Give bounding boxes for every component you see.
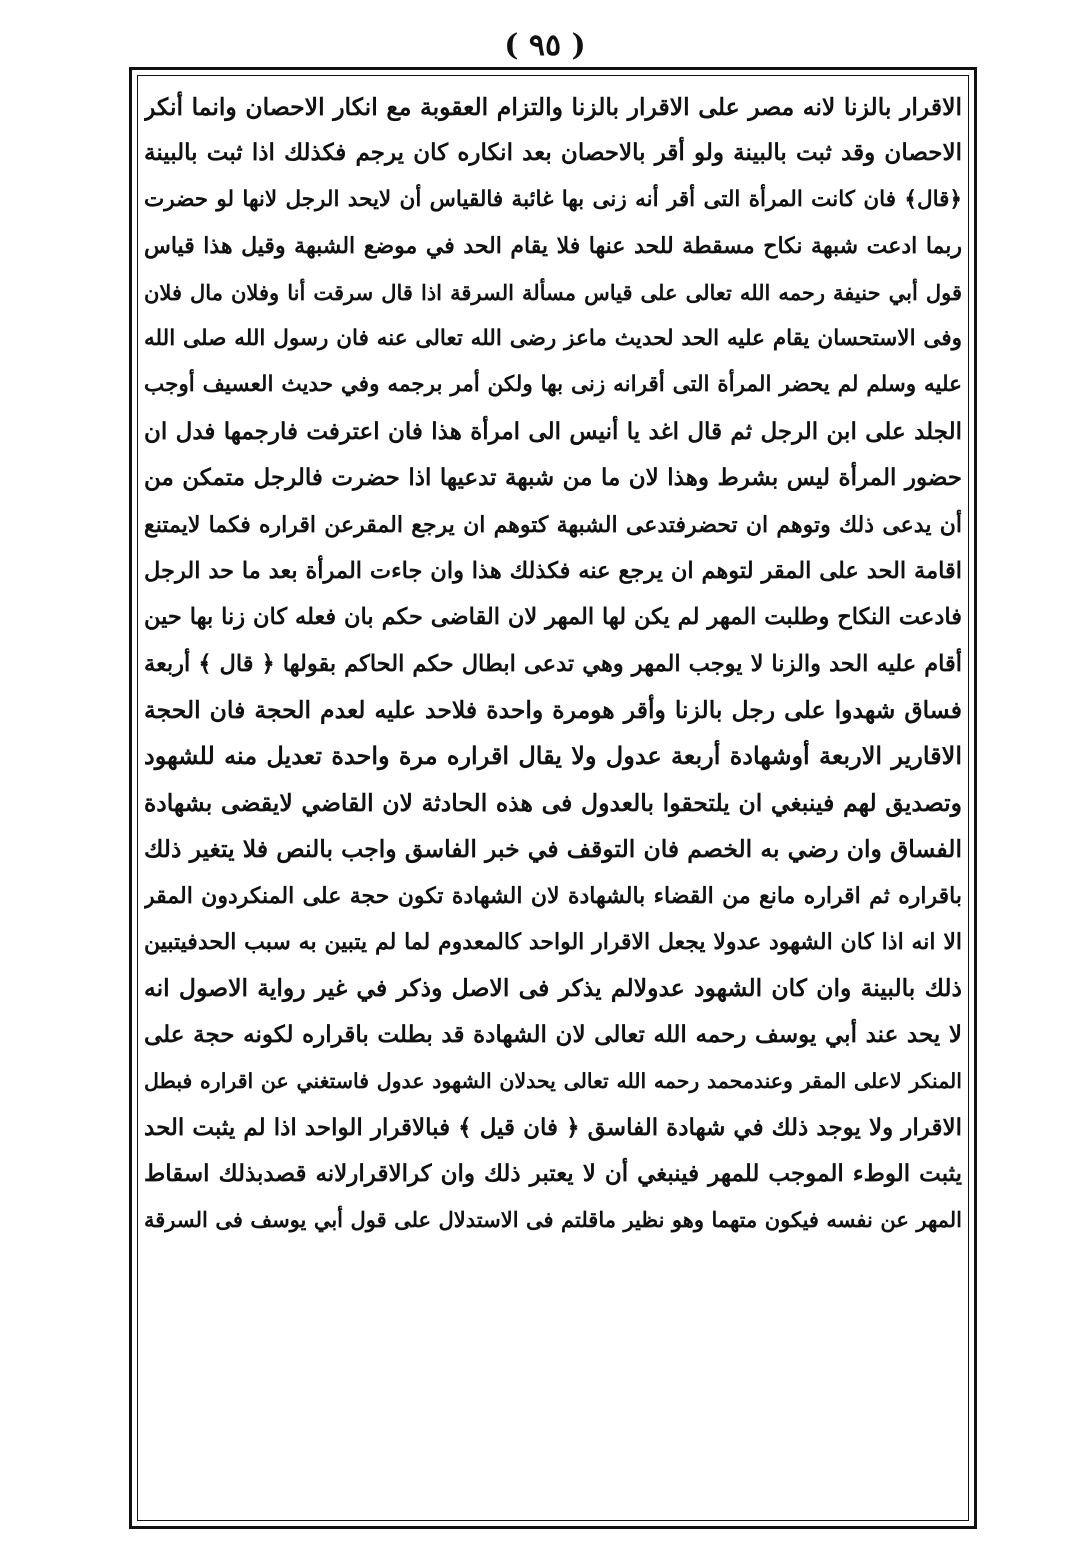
text-line: فادعت النكاح وطلبت المهر لم يكن لها المهر لان القاضى حكم بان فعله كان زنا بها حين: [144, 604, 962, 631]
text-line: لا يحد عند أبي يوسف رحمه الله تعالى لان الشهادة قد بطلت باقراره لكونه حجة على: [144, 1020, 962, 1048]
text-line: وفى الاستحسان يقام عليه الحد لحديث ماعز رضى الله تعالى عنه فان رسول الله صلى الله: [144, 325, 962, 351]
body-text: [144, 84, 962, 1244]
text-line: قول أبي حنيفة رحمه الله تعالى على قياس مسألة السرقة اذا قال سرقت أنا وفلان مال فلان: [144, 279, 962, 305]
text-line: المهر عن نفسه فيكون متهما وهو نظير ماقلتم فى الاستدلال على قول أبي يوسف فى السرقة: [144, 1207, 962, 1233]
text-line: ربما ادعت شبهة نكاح مسقطة للحد عنها فلا يقام الحد في موضع الشبهة وقيل هذا قياس: [144, 233, 962, 260]
text-line: ﴿قال﴾ فان كانت المرأة التى أقر أنه زنى بها غائبة فالقياس أن لايحد الرجل لانها لو حضرت: [144, 186, 962, 212]
text-line: يثبت الوطء الموجب للمهر فينبغي أن لا يعتبر ذلك وان كرالاقرارلانه قصدبذلك اسقاط: [144, 1159, 962, 1187]
text-line: عليه وسلم لم يحضر المرأة التى أقرانه زنى بها ولكن أمر برجمه وفي حديث العسيف أوجب: [144, 372, 962, 398]
text-line: أقام عليه الحد والزنا لا يوجب المهر وهي تدعى ابطال حكم الحاكم بقولها ﴿ قال ﴾ أربعة: [144, 650, 962, 677]
text-line: الا انه اذا كان الشهود عدولا يجعل الاقرار الواحد كالمعدوم لما لم يتبين به سبب الحدفيتبين: [144, 929, 962, 956]
text-line: فساق شهدوا على رجل بالزنا وأقر هومرة واحدة فلاحد عليه لعدم الحجة فان الحجة: [144, 696, 962, 725]
text-line: الاقرار بالزنا لانه مصر على الاقرار بالزنا والتزام العقوبة مع انكار الاحصان وانما أنكر: [144, 93, 962, 121]
text-line: ذلك بالبينة وان كان الشهود عدولالم يذكر فى الاصل وذكر في غير رواية الاصول انه: [144, 974, 962, 1003]
text-line: باقراره ثم اقراره مانع من القضاء بالشهادة لان الشهادة تكون حجة على المنكردون المقر: [144, 882, 962, 909]
text-line: اقامة الحد على المقر لتوهم ان يرجع عنه فكذلك هذا وان جاءت المرأة بعد ما حد الرجل: [144, 557, 962, 584]
text-line: الاقارير الاربعة أوشهادة أربعة عدول ولا يقال اقراره مرة واحدة تعديل منه للشهود: [144, 741, 962, 771]
text-line: الفساق وان رضي به الخصم فان التوقف في خبر الفاسق واجب بالنص فلا يتغير ذلك: [144, 835, 962, 864]
text-line: أن يدعى ذلك وتوهم ان تحضرفتدعى الشبهة كتوهم ان يرجع المقرعن اقراره فكما لايمتنع: [144, 511, 962, 538]
text-line: الاحصان وقد ثبت بالبينة ولو أقر بالاحصان بعد انكاره كان يرجم فكذلك اذا ثبت بالبينة: [144, 139, 962, 167]
text-line: الجلد على ابن الرجل ثم قال اغد يا أنيس الى امرأة هذا فان اعترفت فارجمها فدل ان: [144, 417, 962, 445]
page-number: ( ٩٥ ): [504, 28, 586, 63]
text-line: وتصديق لهم فينبغي ان يلتحقوا بالعدول فى هذه الحادثة لان القاضي لايقضى بشهادة: [144, 788, 962, 817]
text-line: المنكر لاعلى المقر وعندمحمد رحمه الله تعالى يحدلان الشهود عدول فاستغني عن اقراره فبطل: [144, 1069, 962, 1094]
text-line: حضور المرأة ليس بشرط وهذا لان ما من شبهة تدعيها اذا حضرت فالرجل متمكن من: [144, 464, 962, 492]
text-line: الاقرار ولا يوجد ذلك في شهادة الفاسق ﴿ فان قيل ﴾ فبالاقرار الواحد اذا لم يثبت الحد: [144, 1113, 962, 1141]
